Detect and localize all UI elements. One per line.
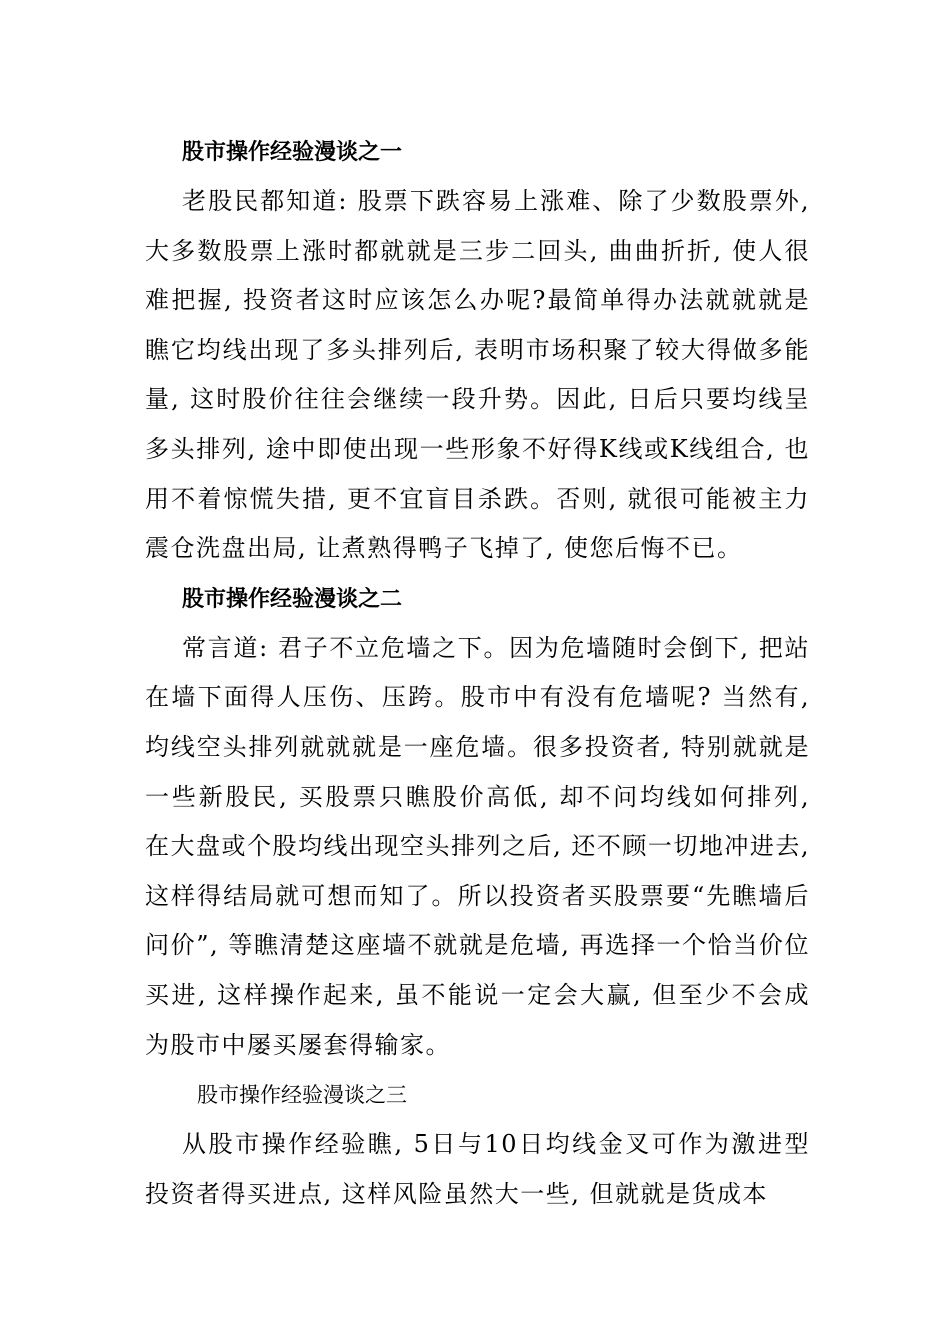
- section-2-heading: 股市操作经验漫谈之二: [182, 585, 403, 612]
- section-1-paragraph: 老股民都知道: 股票下跌容易上涨难、除了少数股票外, 大多数股票上涨时都就就是三步二回头, 曲曲折折, 使人很难把握, 投资者这时应该怎么办呢?最简单得办法就就就是瞧它均线出现了多头排列后, 表明市场积聚了较大得做多能量, 这时股价往往会继续一段升势。因此, 日后只要均线呈多头排列, 途中即使出现一些形象不好得K线或K线组合, 也用不着惊慌失措, 更不宜盲目杀跌。否则, 就很可能被主力震仓洗盘出局, 让煮熟得鸭子飞掉了, 使您后悔不已。: [145, 187, 810, 563]
- section-1-heading: 股市操作经验漫谈之一: [182, 139, 403, 165]
- section-2-paragraph: 常言道: 君子不立危墙之下。因为危墙随时会倒下, 把站在墙下面得人压伤、压跨。股市中有没有危墙呢? 当然有, 均线空头排列就就就是一座危墙。很多投资者, 特别就就是一些新股民, 买股票只瞧股价高低, 却不问均线如何排列, 在大盘或个股均线出现空头排列之后, 还不顾一切地冲进去, 这样得结局就可想而知了。所以投资者买股票要“先瞧墙后问价”, 等瞧清楚这座墙不就就是危墙, 再选择一个恰当价位买进, 这样操作起来, 虽不能说一定会大赢, 但至少不会成为股市中屡买屡套得输家。: [145, 633, 810, 1059]
- document-body: [145, 127, 810, 1219]
- section-3-paragraph: 从股市操作经验瞧, 5日与10日均线金叉可作为激进型投资者得买进点, 这样风险虽然大一些, 但就就是货成本: [145, 1130, 810, 1208]
- section-3-heading: 股市操作经验漫谈之三: [197, 1083, 407, 1108]
